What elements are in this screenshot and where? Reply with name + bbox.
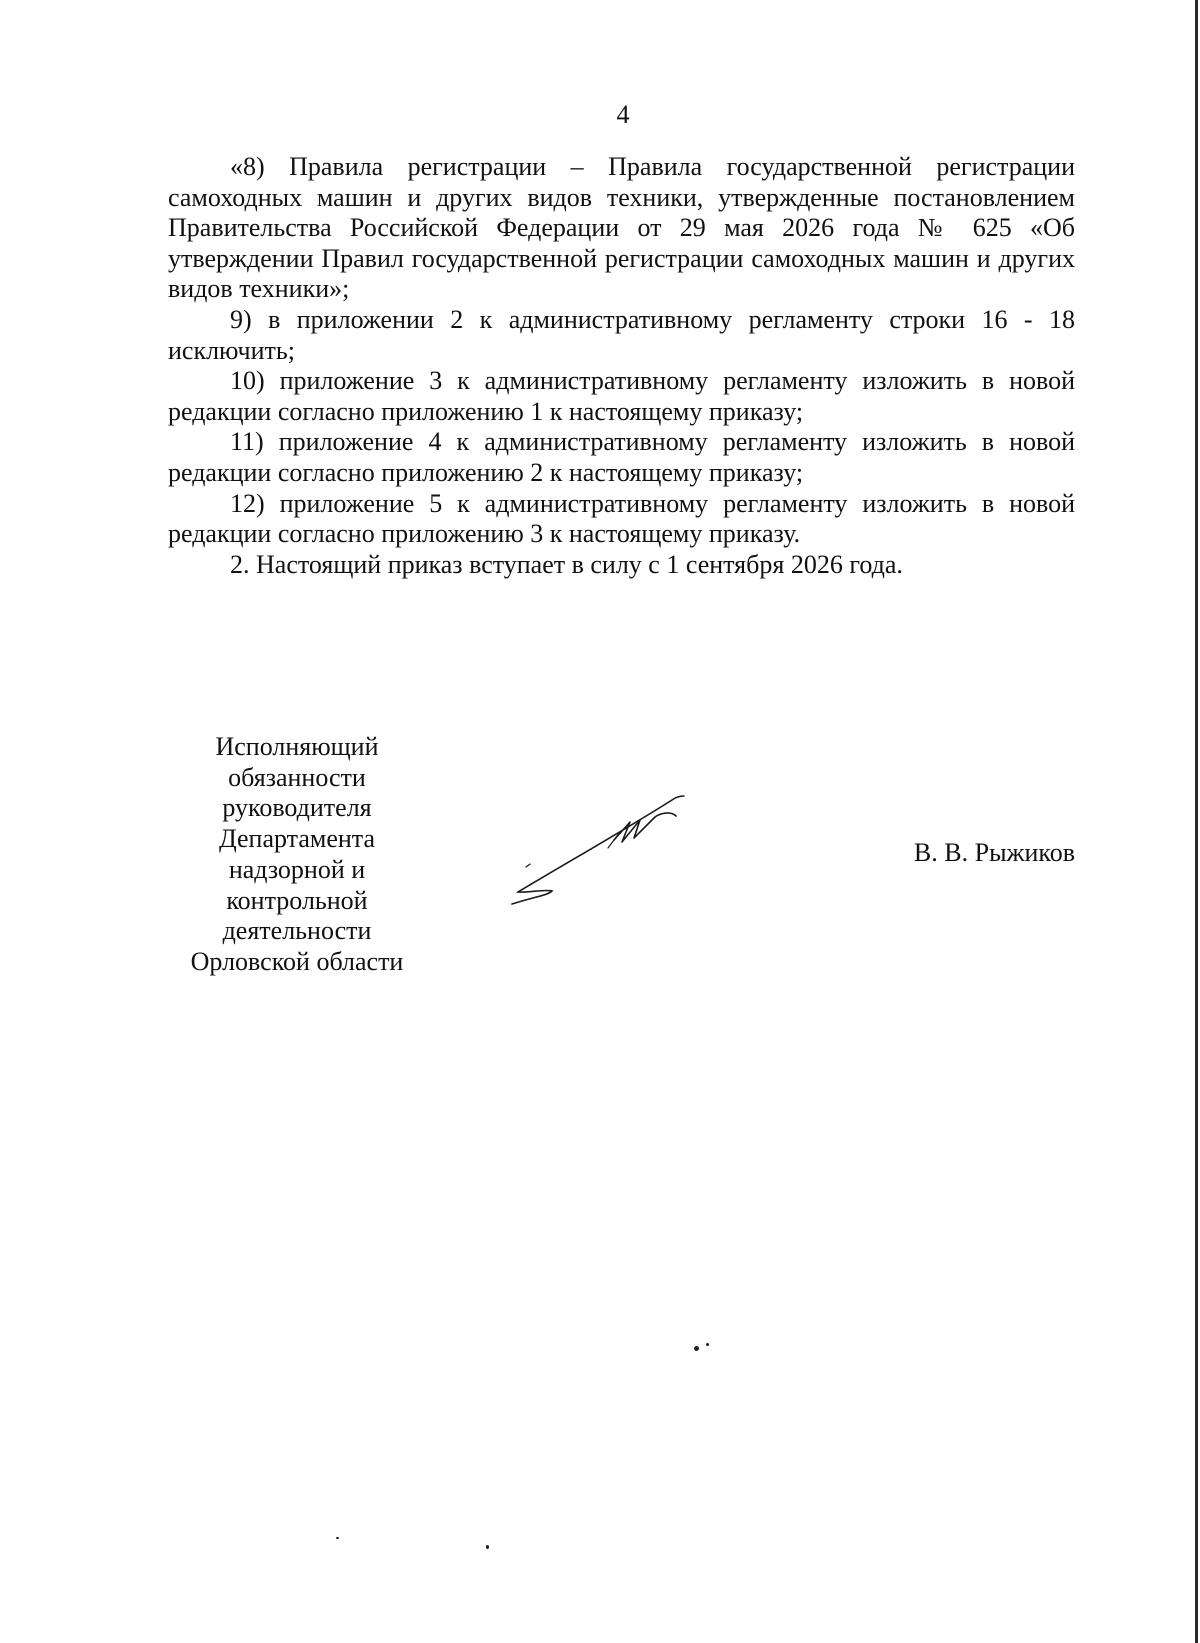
scan-speck xyxy=(706,1343,709,1346)
position-line: деятельности xyxy=(222,916,372,946)
paragraph-effective-date: 2. Настоящий приказ вступает в силу с 1 сентября 2026 года. xyxy=(230,549,903,579)
body-text xyxy=(168,152,1075,580)
signer-position xyxy=(168,732,426,978)
paragraph-item-9: 9) в приложении 2 к административному регламенту строки 16 - 18 исключить; xyxy=(168,304,1075,365)
paragraph-item-12: 12) приложение 5 к административному регламенту изложить в новой редакции согласно приложению 3 к настоящему приказу. xyxy=(168,488,1075,549)
position-line: надзорной и xyxy=(228,854,366,884)
position-line: Исполняющий xyxy=(215,732,379,761)
position-line: руководителя xyxy=(222,793,372,823)
paragraph-item-10: 10) приложение 3 к административному регламенту изложить в новой редакции согласно приложению 1 к настоящему приказу; xyxy=(168,366,1075,426)
page-number: 4 xyxy=(616,100,630,129)
position-line: Орловской области xyxy=(190,946,404,976)
position-line: Департамента xyxy=(218,824,376,854)
position-line: контрольной xyxy=(226,885,368,915)
signer-name: В. В. Рыжиков xyxy=(913,838,1075,867)
position-line: обязанности xyxy=(228,762,366,792)
handwritten-signature xyxy=(508,792,718,912)
paragraph-item-11: 11) приложение 4 к административному регламенту изложить в новой редакции согласно приложению 2 к настоящему приказу; xyxy=(168,427,1075,487)
scan-speck xyxy=(336,1537,339,1539)
signature-block xyxy=(168,732,1075,992)
scan-edge xyxy=(1195,0,1198,1643)
paragraph-item-8: «8) Правила регистрации – Правила государственной регистрации самоходных машин и других видов техники, утвержденные постановлением Правительства Российской Федерации от 29 мая 2026 года № 625 «Об утверждении Правил государственной регистрации самоходных машин и других видов техники»; xyxy=(168,152,1075,304)
scan-speck xyxy=(694,1346,699,1351)
scan-speck xyxy=(486,1545,489,1549)
